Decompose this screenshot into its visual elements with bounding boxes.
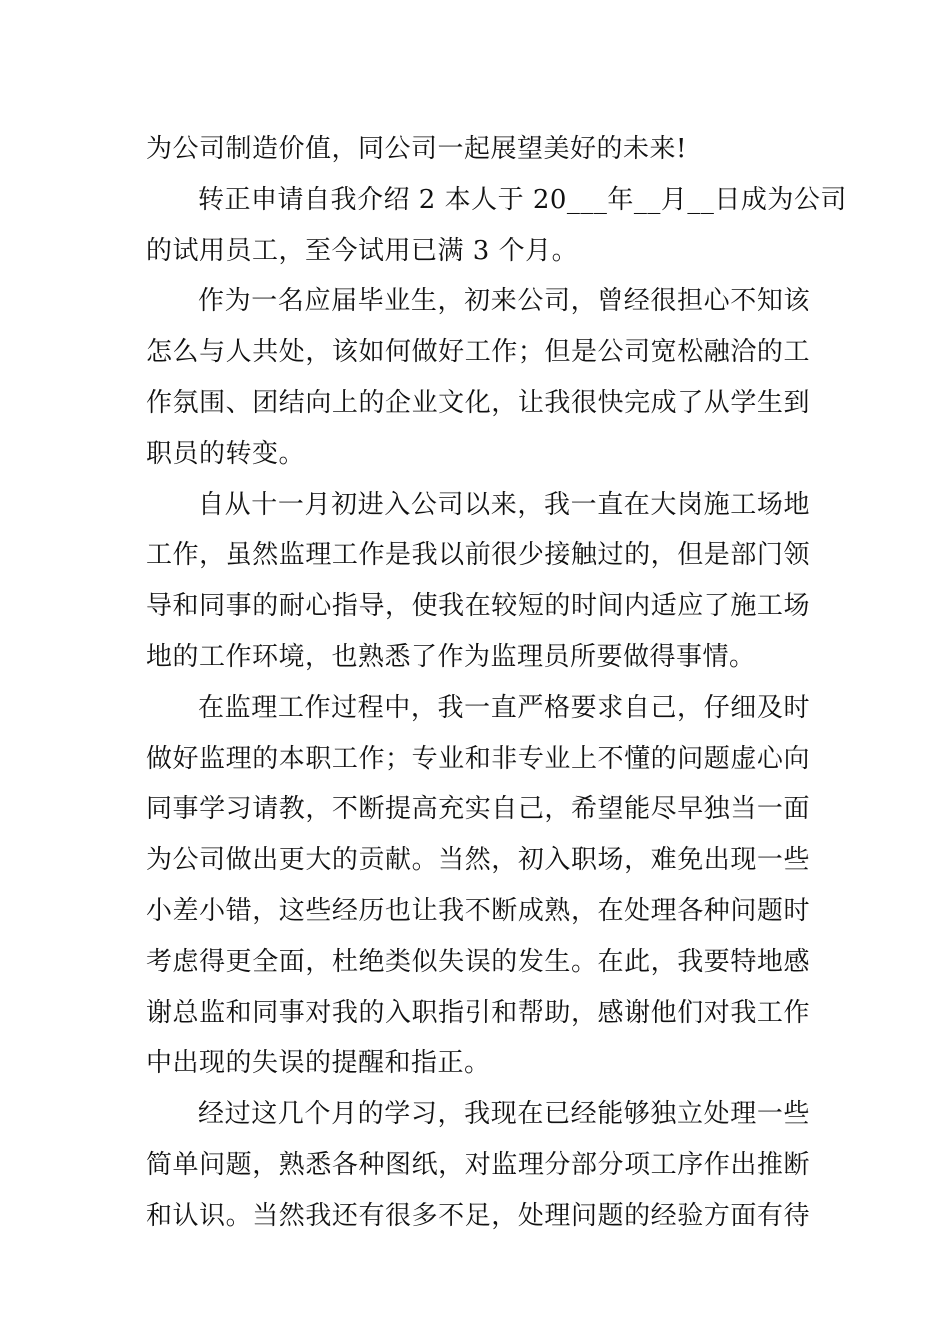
text-line: 职员的转变。 xyxy=(146,438,306,469)
text-line: 经过这几个月的学习，我现在已经能够独立处理一些 xyxy=(198,1099,810,1130)
text-line: 作为一名应届毕业生，初来公司，曾经很担心不知该 xyxy=(198,286,810,317)
text-line: 导和同事的耐心指导，使我在较短的时间内适应了施工场 xyxy=(146,591,810,622)
text-line: 考虑得更全面，杜绝类似失误的发生。在此，我要特地感 xyxy=(146,946,810,977)
paragraph-progress xyxy=(146,1091,810,1243)
text-line: 小差小错，这些经历也让我不断成熟，在处理各种问题时 xyxy=(146,895,810,926)
text-line: 简单问题，熟悉各种图纸，对监理分部分项工序作出推断 xyxy=(146,1149,810,1180)
text-line: 作氛围、团结向上的企业文化，让我很快完成了从学生到 xyxy=(146,387,810,418)
text-line: 同事学习请教，不断提高充实自己，希望能尽早独当一面 xyxy=(146,794,810,825)
text-line: 为公司制造价值，同公司一起展望美好的未来! xyxy=(146,134,687,164)
text-line: 做好监理的本职工作；专业和非专业上不懂的问题虚心向 xyxy=(146,743,810,774)
text-line: 工作，虽然监理工作是我以前很少接触过的，但是部门领 xyxy=(146,540,810,571)
text-line: 地的工作环境，也熟悉了作为监理员所要做得事情。 xyxy=(146,641,756,672)
paragraph-self-intro xyxy=(146,177,847,279)
text-line: 的试用员工，至今试用已满 3 个月。 xyxy=(146,235,579,266)
paragraph-graduate xyxy=(146,278,810,481)
paragraph-site-work xyxy=(146,482,810,685)
text-line: 和认识。当然我还有很多不足，处理问题的经验方面有待 xyxy=(146,1200,810,1231)
text-line: 怎么与人共处，该如何做好工作；但是公司宽松融洽的工 xyxy=(146,337,810,368)
paragraph-supervision xyxy=(146,685,810,1091)
text-line: 自从十一月初进入公司以来，我一直在大岗施工场地 xyxy=(198,489,810,520)
document-body xyxy=(146,126,847,1244)
text-line: 在监理工作过程中，我一直严格要求自己，仔细及时 xyxy=(198,692,810,723)
text-line: 转正申请自我介绍 2 本人于 20___年__月__日成为公司 xyxy=(198,184,847,215)
text-line: 中出现的失误的提醒和指正。 xyxy=(146,1048,491,1079)
text-line: 谢总监和同事对我的入职指引和帮助，感谢他们对我工作 xyxy=(146,997,810,1028)
paragraph-closing-line xyxy=(146,126,810,177)
text-line: 为公司做出更大的贡献。当然，初入职场，难免出现一些 xyxy=(146,845,810,876)
